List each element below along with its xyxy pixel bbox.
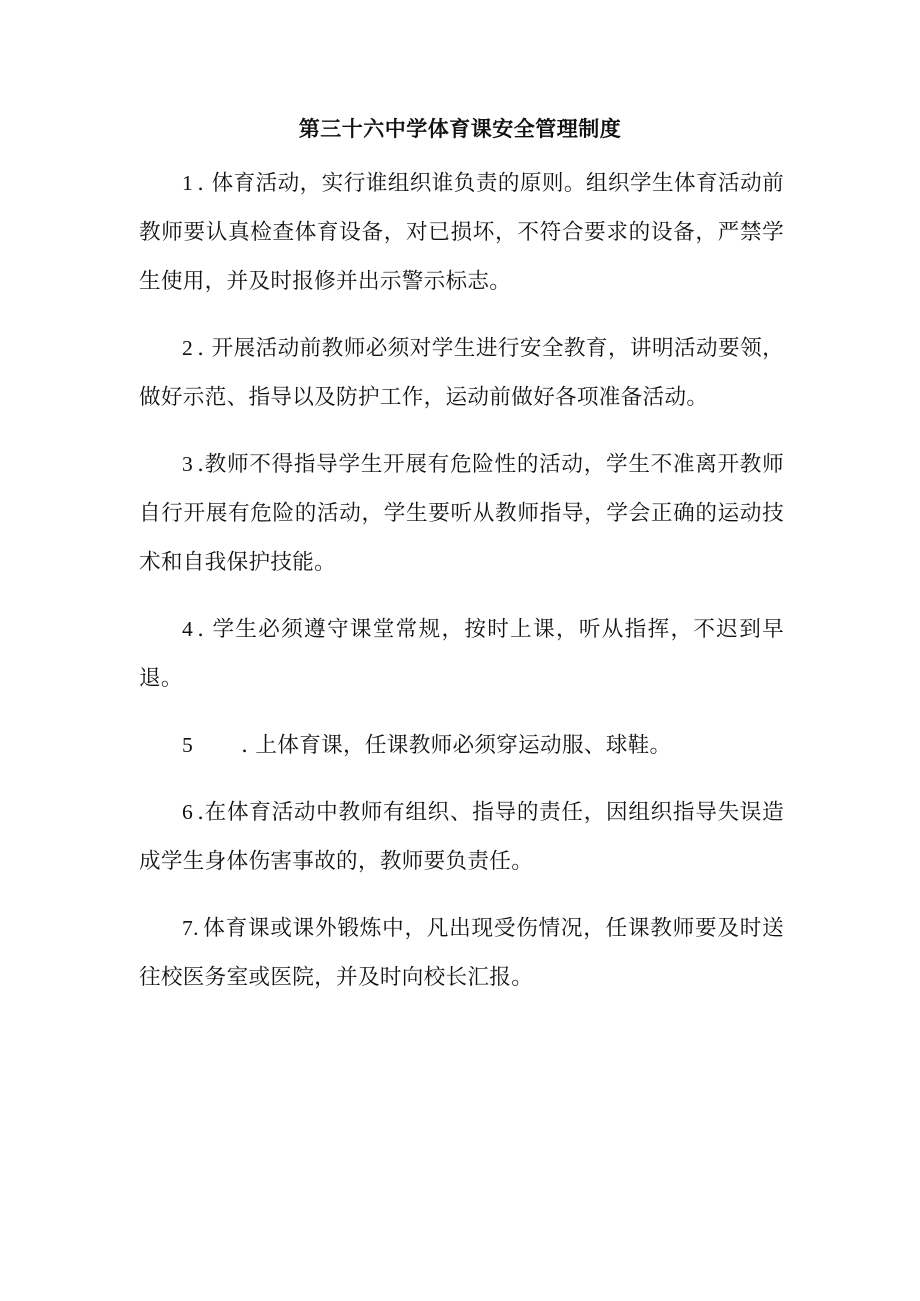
rule-paragraph-6: [139, 788, 784, 886]
rule-paragraph-5: [139, 721, 784, 770]
rule-paragraph-4: [139, 605, 784, 703]
rule-paragraph-3: [139, 440, 784, 587]
document-title: 第三十六中学体育课安全管理制度: [298, 117, 622, 141]
rule-text: 体育课或课外锻炼中，凡出现受伤情况，任课教师要及时送往校医务室或医院，并及时向校长汇报。: [139, 916, 784, 990]
rule-paragraph-1: [139, 159, 784, 306]
rule-text: . 体育活动，实行谁组织谁负责的原则。组织学生体育活动前教师要认真检查体育设备，对已损坏，不符合要求的设备，严禁学生使用，并及时报修并出示警示标志。: [139, 171, 784, 294]
rule-paragraph-7: [139, 904, 784, 1002]
document-body: [139, 159, 784, 1020]
rule-number: 1: [182, 171, 194, 195]
rule-text: . 开展活动前教师必须对学生进行安全教育，讲明活动要领，做好示范、指导以及防护工作，运动前做好各项准备活动。: [139, 336, 784, 410]
rule-text: . 学生必须遵守课堂常规，按时上课，听从指挥，不迟到早退。: [139, 617, 784, 691]
rule-number: 4: [182, 617, 194, 641]
rule-number: 5: [182, 733, 194, 757]
rule-number: 6: [182, 800, 194, 824]
rule-text: .教师不得指导学生开展有危险性的活动，学生不准离开教师自行开展有危险的活动，学生要听从教师指导，学会正确的运动技术和自我保护技能。: [139, 452, 784, 575]
rule-number: 3: [182, 452, 194, 476]
rule-paragraph-2: [139, 324, 784, 422]
rule-number: 7.: [182, 916, 199, 940]
rule-text: . 上体育课，任课教师必须穿运动服、球鞋。: [241, 733, 672, 758]
rule-text: .在体育活动中教师有组织、指导的责任，因组织指导失误造成学生身体伤害事故的，教师要负责任。: [139, 800, 784, 874]
rule-number: 2: [182, 336, 194, 360]
